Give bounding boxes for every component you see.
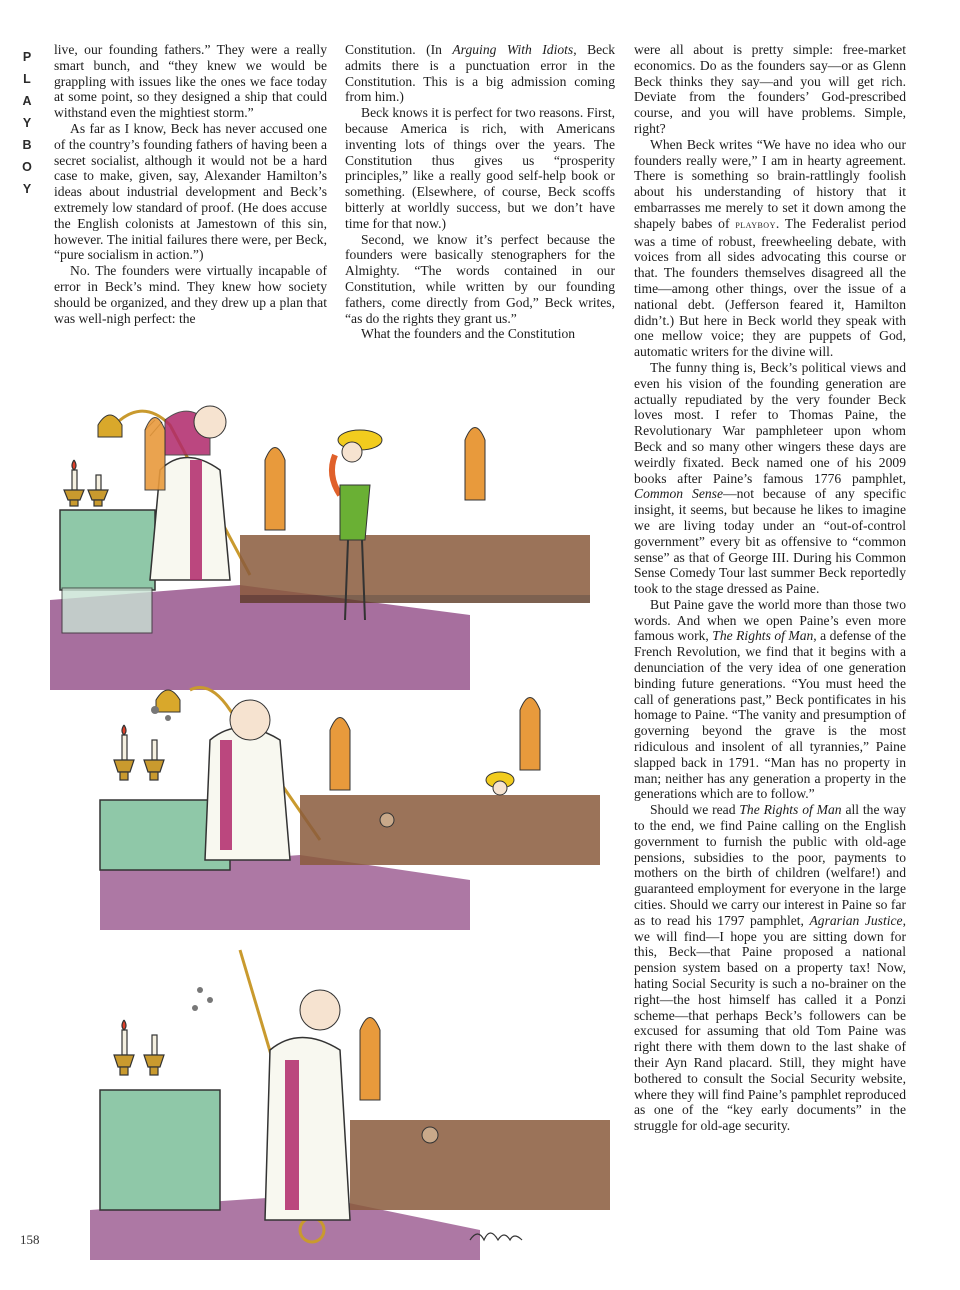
pews bbox=[300, 795, 600, 865]
paragraph bbox=[345, 42, 615, 105]
paragraph: were all about is pretty simple: free-market economics. Do as the founders say—or as Glenn Beck thinks they say—and you will get rich. Deviate from the founders’ God-prescribed course, and you will have problems. Simple, right? bbox=[634, 42, 906, 136]
paragraph: The funny thing is, Beck’s political views and even his vision of the founding generation are actually repudiated by the very founder Beck loves most. I refer to Thomas Paine, the Revolutionary War pamphleteer upon whom Beck and so many other wingers these days are weirdly fixated. Beck named one of his 2009 books after Paine’s famous 1776 pamphlet, Common Sense—not because of any specific insight, it seems, but because he likes to imagine we are living today under an “out-of-control government” every bit as offensive to “common sense” as that of George III. During his Common Sense Comedy Tour last summer Beck reportedly took to the stage dressed as Paine. bbox=[634, 359, 906, 597]
column-1 bbox=[54, 42, 327, 326]
priest-figure bbox=[205, 728, 290, 861]
woman-figure bbox=[486, 772, 514, 795]
paragraph: Second, we know it’s perfect because the founders were basically stenographers for the Almighty. “The words contained in our Constitution, while written by our founding fathers, come directly from God,” Beck writes, “as do the rights they grant us.” bbox=[345, 231, 615, 326]
church-window bbox=[465, 428, 485, 501]
paragraph: What the founders and the Constitution bbox=[361, 326, 576, 342]
candlestick-icon bbox=[114, 725, 164, 780]
cartoon-illustration bbox=[50, 400, 630, 1260]
running-head-letter: Y bbox=[22, 116, 32, 130]
book-title: Arguing With Idiots bbox=[452, 42, 574, 57]
text-run: , Beck admits there is a punctuation error in the Constitution. This is a big admission coming from him.) bbox=[345, 42, 615, 105]
cartoon-panel-1 bbox=[50, 400, 610, 690]
candlestick-icon bbox=[114, 1020, 164, 1075]
pews bbox=[240, 535, 590, 595]
paragraph: No. The founders were virtually incapable of error in Beck’s mind. They knew how society should be organized, and they drew up a plan that was well-nigh perfect: the bbox=[54, 263, 327, 326]
pews bbox=[350, 1120, 610, 1210]
column-3 bbox=[634, 42, 906, 1134]
running-head bbox=[17, 46, 37, 200]
paragraph: When Beck writes “We have no idea who our founders really were,” I am in hearty agreement. There is something so brain-rattlingly foolish about his understanding of history that it embarrasses me merely to set it down among the shapely babes of playboy. The Federalist period was a time of robust, freewheeling debate, with voices from all sides advocating this course or that. The founders themselves disagreed all the time—among other things, over the issue of a national debt. (Jefferson feared it, Hamilton didn’t.) But here in Beck world they speak with one mellow voice; they are puppets of God, automatic writers for the divine will. bbox=[634, 136, 906, 360]
cartoon-panel-3 bbox=[50, 930, 610, 1260]
running-head-letter: Y bbox=[22, 182, 32, 196]
running-head-letter: O bbox=[22, 160, 32, 174]
paragraph: But Paine gave the world more than those two words. And when we open Paine’s even more famous work, The Rights of Man, a defense of the French Revolution, we find that it begins with a denunciation of the very idea of one generation binding future generations. “You must heed the call of generations past,” Beck pontificates in his homage to Paine. “The vanity and presumption of governing beyond the grave is the most ridiculous and insolent of all tyrannies,” Paine slapped back in 1791. “Man has no property in man; neither has any generation a property in the generations which are to follow.” bbox=[634, 596, 907, 802]
paragraph: Beck knows it is perfect for two reasons. First, because America is rich, with Americans inventing lots of things over the years. The Constitution thus gives us “prosperity principles,” like a really good self-help book or something. (Elsewhere, of course, Beck scoffs bitterly at worldly success, but we don’t have time for that now.) bbox=[345, 105, 615, 231]
cartoon-panel-2 bbox=[50, 680, 610, 930]
paragraph: live, our founding fathers.” They were a really smart bunch, and “they knew we would be grappling with issues like the ones we face today at some point, so they designed a ship that could withstand even the mightiest storm.” bbox=[54, 42, 327, 121]
bell-icon bbox=[156, 690, 180, 712]
paragraph: As far as I know, Beck has never accused one of the country’s founding fathers of having been a secret socialist, although it would not be a hard case to make, given, say, Alexander Hamilton’s ideas about industrial development and Beck’s extremely low standard of proof. (He does accuse the English colonists at Jamestown of this sin, however. The initial failures there were, per Beck, “pure socialism in action.”) bbox=[54, 120, 327, 263]
page-number: 158 bbox=[20, 1232, 40, 1247]
column-2 bbox=[345, 42, 615, 342]
running-head-letter: B bbox=[22, 138, 32, 152]
altar bbox=[60, 510, 155, 590]
church-window bbox=[330, 718, 350, 791]
priest-figure bbox=[265, 1038, 350, 1221]
altar bbox=[100, 1090, 220, 1210]
text-run: Constitution. (In bbox=[345, 42, 453, 57]
church-window bbox=[360, 1018, 380, 1101]
bell-icon bbox=[98, 415, 122, 437]
church-window bbox=[520, 698, 540, 771]
church-window bbox=[265, 448, 285, 531]
church-window bbox=[145, 418, 165, 491]
paragraph: Should we read The Rights of Man all the way to the end, we find Paine calling on the English government to furnish the public with old-age pensions, subsidies to the poor, payments to mothers on the birth of children (welfare!) and guaranteed employment for everyone in the large cities. Should we carry our interest in Paine so far as to read his 1797 pamphlet, Agrarian Justice, we will find—I hope you are sitting down for this, Beck—that Paine proposed a national pension system based on a property tax! Now, hating Social Security is such a no-brainer on the right—the host himself has called it a Ponzi scheme—that perhaps Beck’s followers can be excused for assuming that old Tom Paine was right there with them down to the last shake of their Ayn Rand placard. Still, they might have bothered to consult the Social Security website, where they will find Paine’s pamphlet reproduced as one of the “key early documents” in the struggle for old-age security. bbox=[634, 802, 907, 1134]
running-head-letter: A bbox=[22, 94, 32, 108]
running-head-letter: L bbox=[23, 72, 31, 86]
candlestick-icon bbox=[64, 460, 108, 506]
running-head-letter: P bbox=[22, 50, 32, 64]
